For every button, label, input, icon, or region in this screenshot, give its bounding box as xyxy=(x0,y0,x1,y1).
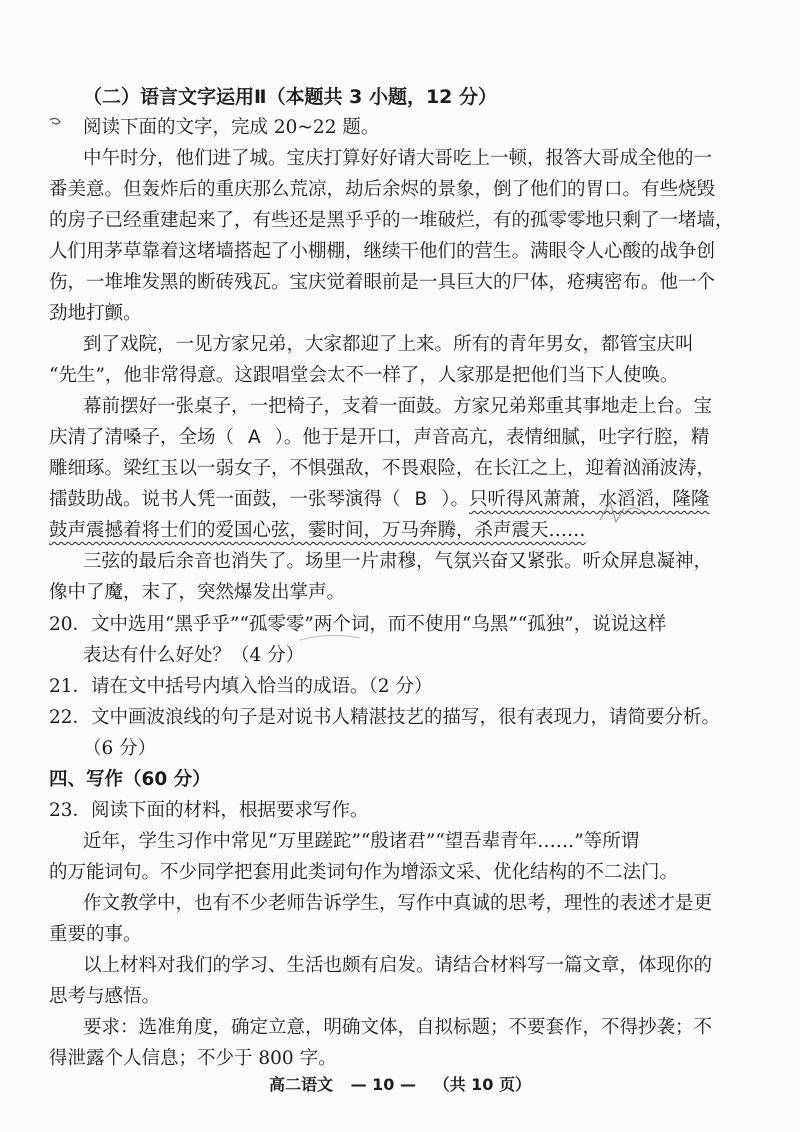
material-line: 作文教学中，也有不少老师告诉学生，写作中真诚的思考，理性的表述才是更 xyxy=(83,893,713,914)
question-22: 22．文中画波浪线的句子是对说书人精湛技艺的描写，很有表现力，请简要分析。 xyxy=(49,707,721,728)
passage-line: 到了戏院，一见方家兄弟，大家都迎了上来。所有的青年男女，都管宝庆叫 xyxy=(83,334,694,355)
page-footer xyxy=(0,1072,800,1095)
passage-line: 的房子已经重建起来了，有些还是黑乎乎的一堆破烂，有的孤零零地只剩了一堵墙， xyxy=(49,210,734,231)
section-heading: （二）语言文字运用Ⅱ（本题共 3 小题，12 分） xyxy=(83,86,498,108)
passage-line: 三弦的最后余音也消失了。场里一片肃穆，气氛兴奋又紧张。听众屏息凝神， xyxy=(83,551,713,572)
question-20-continued: 表达有什么好处？（4 分） xyxy=(83,645,305,666)
wavy-underlined-sentence: 只听得风萧萧，水滔滔，隆隆 xyxy=(468,489,710,510)
passage-line: 幕前摆好一张桌子，一把椅子，支着一面鼓。方家兄弟郑重其事地走上台。宝 xyxy=(83,396,713,417)
passage-line xyxy=(49,425,709,451)
question-21: 21．请在文中括号内填入恰当的成语。（2 分） xyxy=(49,676,433,697)
passage-line: 雕细琢。梁红玉以一弱女子，不惧强敌，不畏艰险，在长江之上，迎着汹涌波涛， xyxy=(49,458,716,479)
passage-line: 中午时分，他们进了城。宝庆打算好好请大哥吃上一顿，报答大哥成全他的一 xyxy=(83,148,713,169)
material-line: 以上材料对我们的学习、生活也颇有启发。请结合材料写一篇文章，体现你的 xyxy=(83,955,713,976)
passage-line: “先生”，他非常得意。这跟唱堂会太不一样了，人家那是把他们当下人使唤。 xyxy=(49,365,679,386)
passage-line: 像中了魔，末了，突然爆发出掌声。 xyxy=(49,582,346,603)
blank-answer-b: B xyxy=(414,489,428,510)
material-line: 思考与感悟。 xyxy=(49,986,161,1007)
passage-line: 劲地打颤。 xyxy=(49,303,142,324)
passage-line: 番美意。但轰炸后的重庆那么荒凉，劫后余烬的景象，倒了他们的胃口。有些烧毁 xyxy=(49,179,716,200)
passage-text: 擂鼓助战。说书人凭一面鼓，一张琴演得（ xyxy=(49,489,401,510)
passage-line: 人们用茅草靠着这堵墙搭起了小棚棚，继续干他们的营生。满眼令人心酸的战争创 xyxy=(49,241,716,262)
requirement-line: 得泄露个人信息；不少于 800 字。 xyxy=(49,1048,337,1069)
material-line: 近年，学生习作中常见“万里蹉跎”“殷诸君”“望吾辈青年……”等所谓 xyxy=(83,831,640,852)
passage-line xyxy=(49,487,710,513)
question-22-continued: （6 分） xyxy=(83,738,157,759)
passage-text: ）。他于是开口，声音高亢，表情细腻，吐字行腔，精 xyxy=(274,427,710,448)
wavy-underlined-sentence: 鼓声震撼着将士们的爱国心弦，霎时间，万马奔腾，杀声震天…… xyxy=(49,520,586,541)
reading-instruction: 阅读下面的文字，完成 20~22 题。 xyxy=(83,117,380,138)
blank-answer-a: A xyxy=(248,427,261,448)
footer-page-number: — 10 — xyxy=(350,1075,416,1094)
passage-text: 庆清了清嗓子，全场（ xyxy=(49,427,235,448)
passage-text: ）。 xyxy=(441,489,469,510)
requirement-line: 要求：选准角度，确定立意，明确文体，自拟标题；不要套作，不得抄袭；不 xyxy=(83,1017,713,1038)
question-20: 20．文中选用“黑乎乎”“孤零零”两个词，而不使用“乌黑”“孤独”，说说这样 xyxy=(49,614,667,635)
footer-total-pages: （共 10 页） xyxy=(433,1075,531,1094)
writing-section-heading: 四、写作（60 分） xyxy=(49,769,211,790)
footer-subject: 高二语文 xyxy=(269,1075,334,1094)
passage-line: 伤，一堆堆发黑的断砖残瓦。宝庆觉着眼前是一具巨大的尸体，疮痍密布。他一个 xyxy=(49,272,716,293)
question-23: 23．阅读下面的材料，根据要求写作。 xyxy=(49,800,369,821)
passage-line xyxy=(49,518,586,544)
material-line: 的万能词句。不少同学把套用此类词句作为增添文采、优化结构的不二法门。 xyxy=(49,862,679,883)
material-line: 重要的事。 xyxy=(49,924,142,945)
